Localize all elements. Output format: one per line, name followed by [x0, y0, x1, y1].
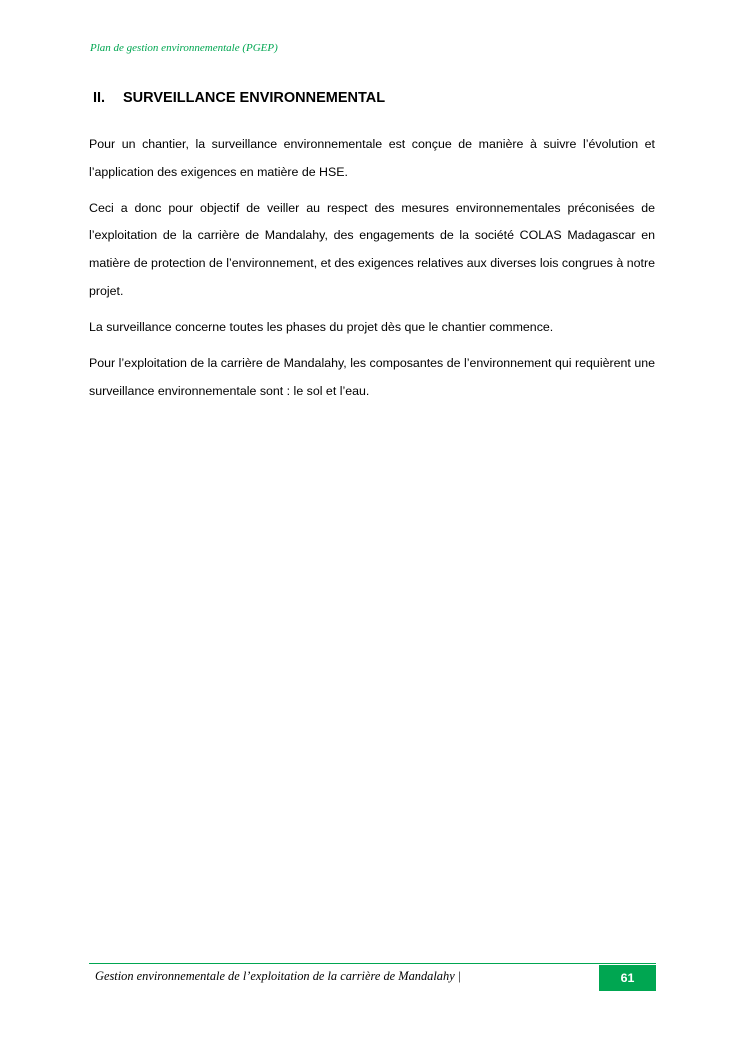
section-heading	[93, 90, 385, 106]
paragraph-intro: Pour un chantier, la surveillance environnementale est conçue de manière à suivre l’évolution et l’application des exigences en matière de HSE.	[89, 137, 655, 179]
footer-text: Gestion environnementale de l’exploitation de la carrière de Mandalahy |	[95, 969, 462, 983]
paragraph-objective: Ceci a donc pour objectif de veiller au respect des mesures environnementales préconisées de l’exploitation de la carrière de Mandalahy, des engagements de la société COLAS Madagascar en matière de protection de l’environnement, et des exigences relatives aux diverses lois congrues à notre projet.	[89, 200, 655, 298]
body-text	[89, 131, 655, 414]
footer-rule	[89, 963, 656, 964]
paragraph-components: Pour l’exploitation de la carrière de Mandalahy, les composantes de l’environnement qui requièrent une surveillance environnementale sont : le sol et l’eau.	[89, 355, 655, 398]
running-header: Plan de gestion environnementale (PGEP)	[90, 42, 278, 54]
section-title: SURVEILLANCE ENVIRONNEMENTAL	[123, 90, 386, 106]
paragraph-phases: La surveillance concerne toutes les phases du projet dès que le chantier commence.	[89, 319, 554, 334]
section-number: II.	[93, 90, 106, 106]
page-number: 61	[599, 965, 656, 991]
